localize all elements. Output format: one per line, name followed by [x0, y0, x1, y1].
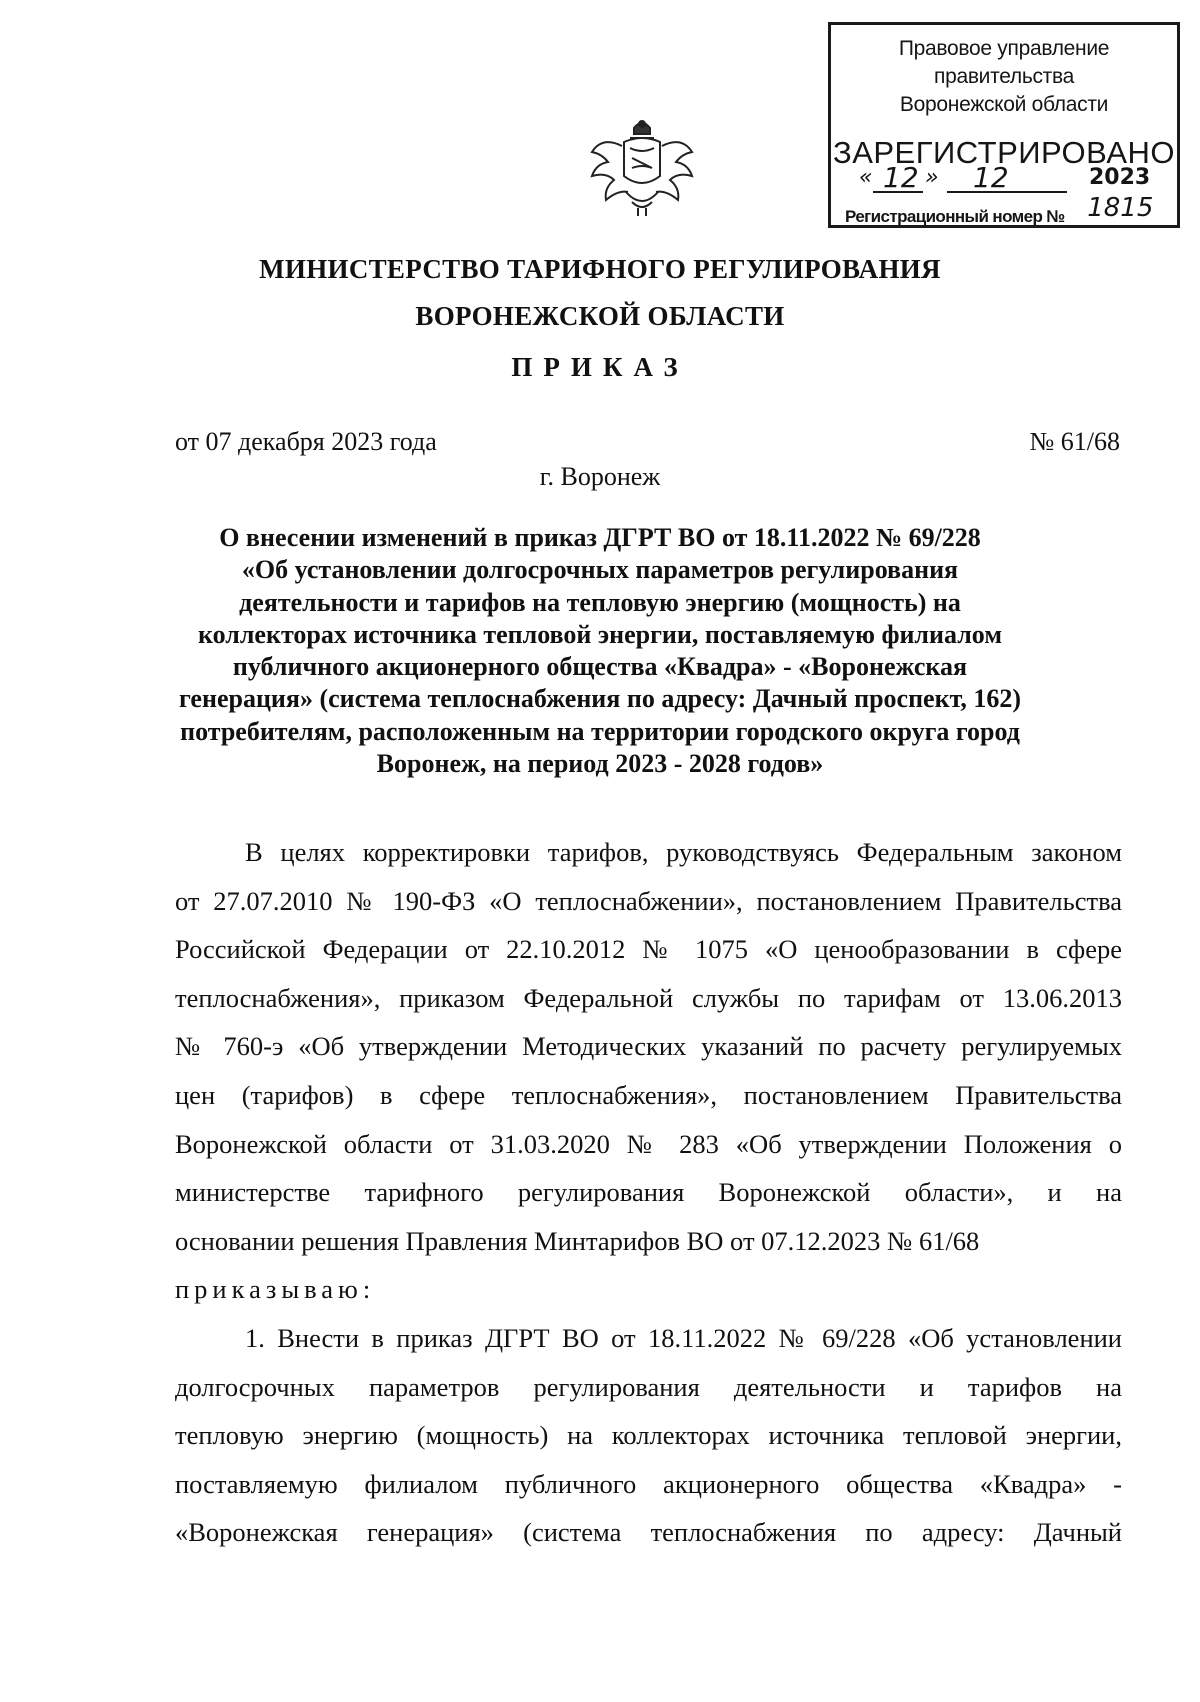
stamp-date: « 12 » 12 2023: [859, 161, 1151, 194]
order-subject: [150, 522, 1050, 780]
stamp-organization: [831, 35, 1177, 119]
stamp-registered-label: ЗАРЕГИСТРИРОВАНО: [832, 135, 1175, 170]
stamp-org-line-1: Правовое управление правительства: [898, 37, 1110, 88]
document-type: ПРИКАЗ: [511, 352, 689, 382]
coat-of-arms-icon: [586, 118, 698, 218]
stamp-number-label: Регистрационный номер №: [845, 207, 1065, 226]
preamble-line: теплоснабжения», приказом Федеральной службы по тарифам от 13.06.2013: [175, 982, 1122, 1013]
ministry-title-line-1: МИНИСТЕРСТВО ТАРИФНОГО РЕГУЛИРОВАНИЯ: [259, 254, 941, 284]
preamble-line: от 27.07.2010 № 190-ФЗ «О теплоснабжении», постановлением Правительства: [175, 885, 1122, 916]
preamble-line: Воронежской области от 31.03.2020 № 283 «Об утверждении Положения о: [175, 1128, 1122, 1159]
preamble-line: основании решения Правления Минтарифов ВО от 07.12.2023 № 61/68: [175, 1225, 980, 1256]
stamp-year: 2023: [1089, 165, 1151, 190]
stamp-org-line-2: Воронежской области: [899, 93, 1109, 116]
item-1-line: тепловую энергию (мощность) на коллекторах источника тепловой энергии,: [175, 1420, 1122, 1451]
subject-line: генерация» (система теплоснабжения по адресу: Дачный проспект, 162): [178, 684, 1022, 714]
preamble-line: министерстве тарифного регулирования Воронежской области», и на: [175, 1177, 1122, 1208]
preamble-line: Российской Федерации от 22.10.2012 № 1075 «О ценообразовании в сфере: [175, 934, 1122, 965]
order-date: от 07 декабря 2023 года: [175, 427, 437, 456]
registration-stamp: [828, 22, 1180, 228]
item-1-line: долгосрочных параметров регулирования деятельности и тарифов на: [175, 1371, 1122, 1402]
ministry-title-line-2: ВОРОНЕЖСКОЙ ОБЛАСТИ: [415, 301, 785, 331]
ministry-title: [0, 246, 1200, 340]
preamble-line: цен (тарифов) в сфере теплоснабжения», постановлением Правительства: [175, 1079, 1122, 1110]
stamp-number-row: [845, 193, 1175, 227]
order-number: № 61/68: [1029, 427, 1120, 456]
preamble-line: В целях корректировки тарифов, руководствуясь Федеральным законом: [245, 837, 1122, 867]
stamp-number: 1815: [1087, 193, 1154, 223]
order-city: г. Воронеж: [539, 462, 661, 491]
subject-line: О внесении изменений в приказ ДГРТ ВО от 18.11.2022 № 69/228: [219, 523, 981, 552]
item-1-line: «Воронежская генерация» (система теплоснабжения по адресу: Дачный: [175, 1517, 1122, 1548]
preamble: [175, 828, 1122, 1557]
order-verb: приказываю:: [175, 1274, 376, 1305]
stamp-month: 12: [973, 161, 1009, 194]
item-1-line: поставляемую филиалом публичного акционерного общества «Квадра» -: [175, 1468, 1122, 1499]
item-1-line: 1. Внести в приказ ДГРТ ВО от 18.11.2022 № 69/228 «Об установлении: [245, 1322, 1122, 1353]
subject-line: Воронеж, на период 2023 - 2028 годов»: [376, 749, 824, 779]
stamp-day: 12: [883, 161, 919, 194]
subject-line: публичного акционерного общества «Квадра» - «Воронежская: [232, 652, 968, 682]
subject-line: «Об установлении долгосрочных параметров регулирования: [241, 555, 959, 585]
preamble-line: № 760-э «Об утверждении Методических указаний по расчету регулируемых: [175, 1031, 1122, 1062]
subject-line: потребителям, расположенным на территории городского округа город: [180, 716, 1020, 746]
subject-line: деятельности и тарифов на тепловую энергию (мощность) на: [239, 587, 961, 617]
subject-line: коллекторах источника тепловой энергии, поставляемую филиалом: [197, 619, 1003, 649]
